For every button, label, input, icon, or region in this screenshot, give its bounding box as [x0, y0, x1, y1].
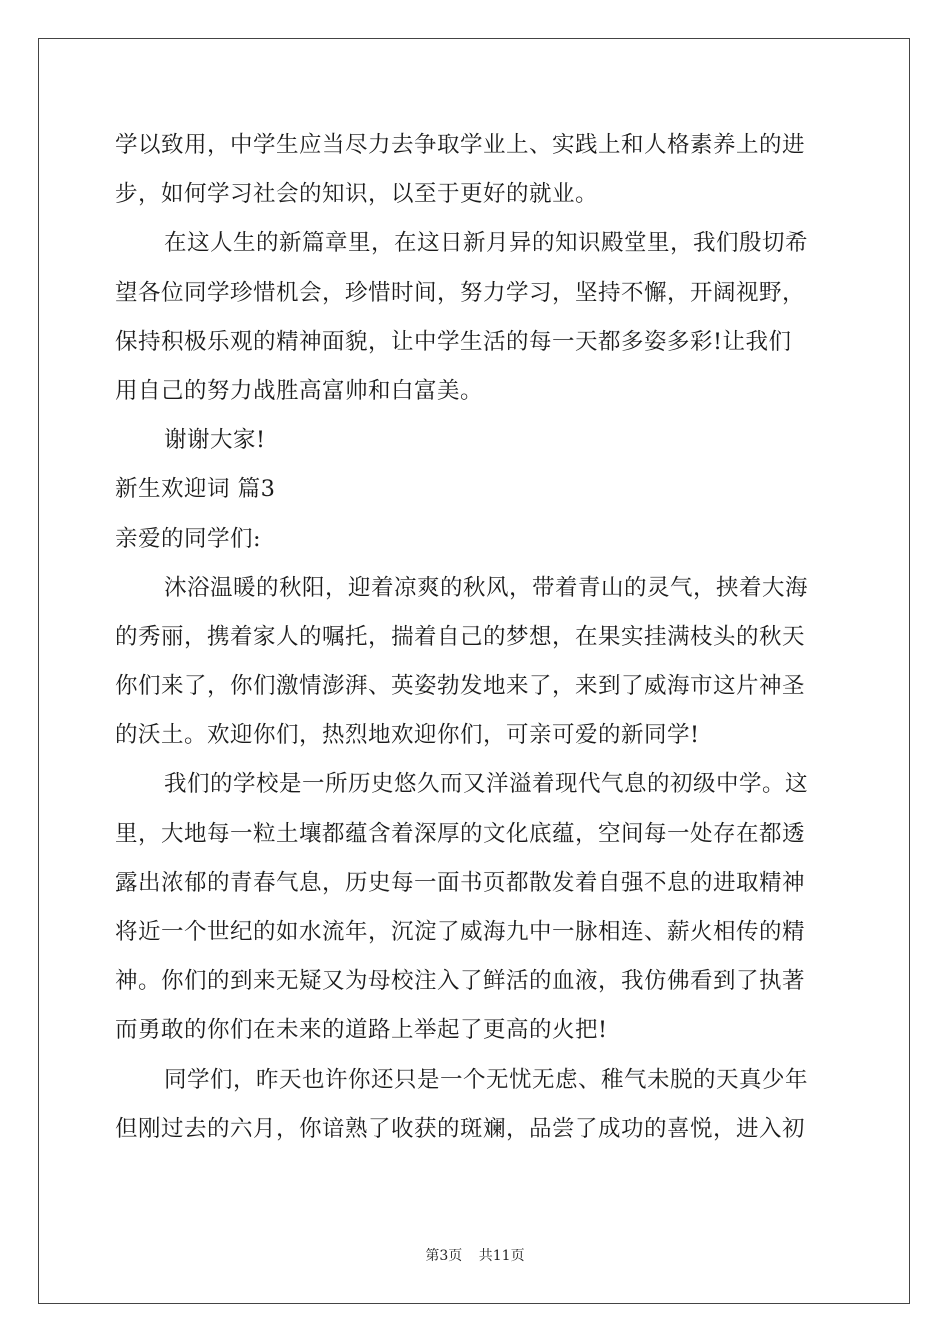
text-line: 的秀丽，携着家人的嘱托，揣着自己的梦想，在果实挂满枝头的秋天: [115, 623, 806, 650]
text-line: 将近一个世纪的如水流年，沉淀了威海九中一脉相连、薪火相传的精: [115, 919, 806, 945]
text-line: 步，如何学习社会的知识，以至于更好的就业。: [115, 181, 599, 208]
text-line: 你们来了，你们激情澎湃、英姿勃发地来了，来到了威海市这片神圣: [115, 673, 806, 700]
text-line: 用自己的努力战胜高富帅和白富美。: [115, 377, 484, 404]
text-line: 望各位同学珍惜机会，珍惜时间，努力学习，坚持不懈，开阔视野，: [115, 279, 806, 306]
page-number: 第3页: [425, 1248, 463, 1264]
page-total: 共11页: [478, 1248, 525, 1264]
document-body: [115, 121, 835, 1154]
paragraph-start: 在这人生的新篇章里，在这日新月异的知识殿堂里，我们殷切希: [164, 230, 809, 257]
text-line: 而勇敢的你们在未来的道路上举起了更高的火把!: [115, 1017, 608, 1044]
paragraph-start: 我们的学校是一所历史悠久而又洋溢着现代气息的初级中学。这: [164, 771, 809, 798]
text-line: 但刚过去的六月，你谙熟了收获的斑斓，品尝了成功的喜悦，进入初: [115, 1115, 806, 1142]
section-heading: 新生欢迎词 篇3: [115, 476, 276, 503]
text-line: 保持积极乐观的精神面貌，让中学生活的每一天都多姿多彩!让我们: [115, 328, 792, 355]
text-line: 学以致用，中学生应当尽力去争取学业上、实践上和人格素养上的进: [115, 132, 806, 158]
text-line: 露出浓郁的青春气息，历史每一面书页都散发着自强不息的进取精神: [115, 869, 806, 896]
text-line: 神。你们的到来无疑又为母校注入了鲜活的血液，我仿佛看到了执著: [115, 968, 806, 995]
paragraph-start: 同学们，昨天也许你还只是一个无忧无虑、稚气未脱的天真少年: [164, 1066, 809, 1093]
text-line: 的沃土。欢迎你们，热烈地欢迎你们，可亲可爱的新同学!: [115, 722, 700, 749]
text-line: 里，大地每一粒土壤都蕴含着深厚的文化底蕴，空间每一处存在都透: [115, 820, 806, 847]
paragraph-start: 沐浴温暖的秋阳，迎着凉爽的秋风，带着青山的灵气，挟着大海: [164, 574, 809, 601]
page-footer: [0, 1245, 950, 1265]
paragraph-start: 谢谢大家!: [164, 427, 266, 454]
salutation: 亲爱的同学们:: [115, 525, 262, 552]
